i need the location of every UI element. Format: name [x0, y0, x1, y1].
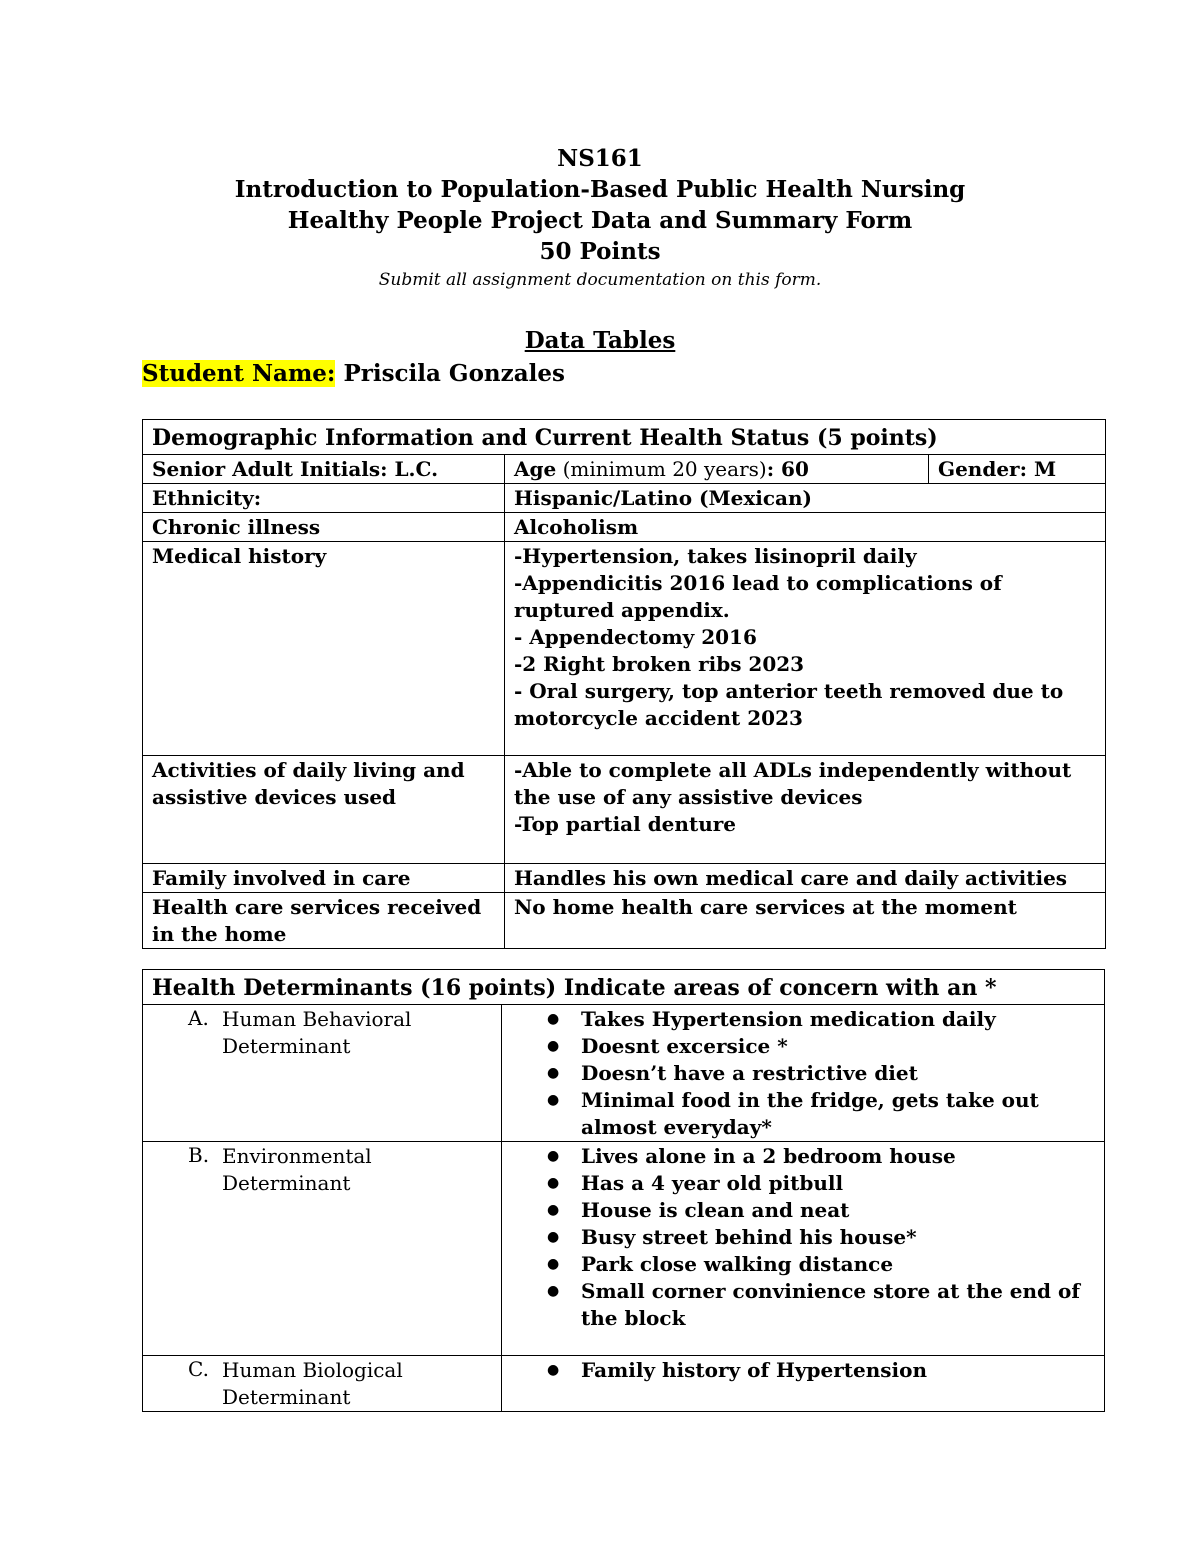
bullet-item: ● Park close walking distance: [581, 1251, 1095, 1278]
medical-history-line: -Hypertension, takes lisinopril daily: [514, 544, 917, 568]
instructions: Submit all assignment documentation on this form.: [378, 270, 822, 290]
home-services-label: Health care services received in the home: [143, 893, 505, 949]
bullet-item: ● Doesnt excersice *: [581, 1033, 1095, 1060]
medical-history-line: - Oral surgery, top anterior teeth removed due to motorcycle accident 2023: [514, 679, 1064, 730]
age-value: : 60: [766, 457, 809, 481]
chronic-illness-value: Alcoholism: [505, 513, 1106, 542]
student-name-label: Student Name:: [142, 360, 336, 387]
family-care-label: Family involved in care: [143, 864, 505, 893]
determinant-label: Environmental Determinant: [222, 1144, 372, 1195]
age-note: (minimum 20 years): [556, 457, 767, 481]
adl-line: -Able to complete all ADLs independently without the use of any assistive devices: [514, 758, 1072, 809]
determinant-a-bullets: [502, 1005, 1105, 1142]
determinant-c: [143, 1356, 502, 1412]
adl-label: Activities of daily living and assistive devices used: [143, 756, 505, 864]
medical-history-label: Medical history: [143, 542, 505, 756]
demographics-table: [142, 419, 1106, 949]
chronic-illness-label: Chronic illness: [143, 513, 505, 542]
medical-history-line: -2 Right broken ribs 2023: [514, 652, 805, 676]
demographics-title: Demographic Information and Current Health Status (5 points): [143, 420, 1106, 455]
bullet-item: ● Takes Hypertension medication daily: [581, 1006, 1095, 1033]
course-code: NS161: [557, 145, 643, 172]
family-care-value: Handles his own medical care and daily activities: [505, 864, 1106, 893]
determinant-b: [143, 1142, 502, 1356]
initials-cell: Senior Adult Initials: L.C.: [143, 455, 505, 484]
bullet-item: ● Family history of Hypertension: [581, 1357, 1095, 1384]
medical-history-value: [505, 542, 1106, 756]
home-services-value: No home health care services at the moment: [505, 893, 1106, 949]
bullet-item: ● House is clean and neat: [581, 1197, 1095, 1224]
medical-history-line: - Appendectomy 2016: [514, 625, 757, 649]
student-name-line: [142, 358, 565, 389]
bullet-item: ● Doesn’t have a restrictive diet: [581, 1060, 1095, 1087]
bullet-item: ● Small corner convinience store at the end of the block: [581, 1278, 1095, 1332]
section-title: Data Tables: [524, 327, 676, 354]
ethnicity-label: Ethnicity:: [143, 484, 505, 513]
determinant-b-bullets: [502, 1142, 1105, 1356]
determinants-table: [142, 969, 1105, 1412]
determinant-letter: B.: [188, 1143, 210, 1167]
determinant-c-bullets: [502, 1356, 1105, 1412]
determinant-label: Human Biological Determinant: [222, 1358, 403, 1409]
student-name-value: Priscila Gonzales: [343, 360, 565, 387]
medical-history-line: -Appendicitis 2016 lead to complications of ruptured appendix.: [514, 571, 1002, 622]
age-label: Age: [514, 457, 557, 481]
determinants-title: Health Determinants (16 points) Indicate areas of concern with an *: [143, 970, 1105, 1005]
bullet-item: ● Has a 4 year old pitbull: [581, 1170, 1095, 1197]
determinant-letter: A.: [188, 1006, 209, 1030]
determinant-label: Human Behavioral Determinant: [222, 1007, 412, 1058]
bullet-item: ● Busy street behind his house*: [581, 1224, 1095, 1251]
ethnicity-value: Hispanic/Latino (Mexican): [505, 484, 1106, 513]
points-total: 50 Points: [539, 238, 661, 265]
gender-cell: Gender: M: [929, 455, 1106, 484]
bullet-item: ● Lives alone in a 2 bedroom house: [581, 1143, 1095, 1170]
adl-value: [505, 756, 1106, 864]
age-cell: [505, 455, 929, 484]
determinant-a: [143, 1005, 502, 1142]
adl-line: -Top partial denture: [514, 812, 736, 836]
form-title: Healthy People Project Data and Summary Form: [287, 207, 913, 234]
document-title: Introduction to Population-Based Public Health Nursing: [234, 176, 966, 203]
determinant-letter: C.: [188, 1357, 209, 1381]
bullet-item: ● Minimal food in the fridge, gets take out almost everyday*: [581, 1087, 1095, 1141]
